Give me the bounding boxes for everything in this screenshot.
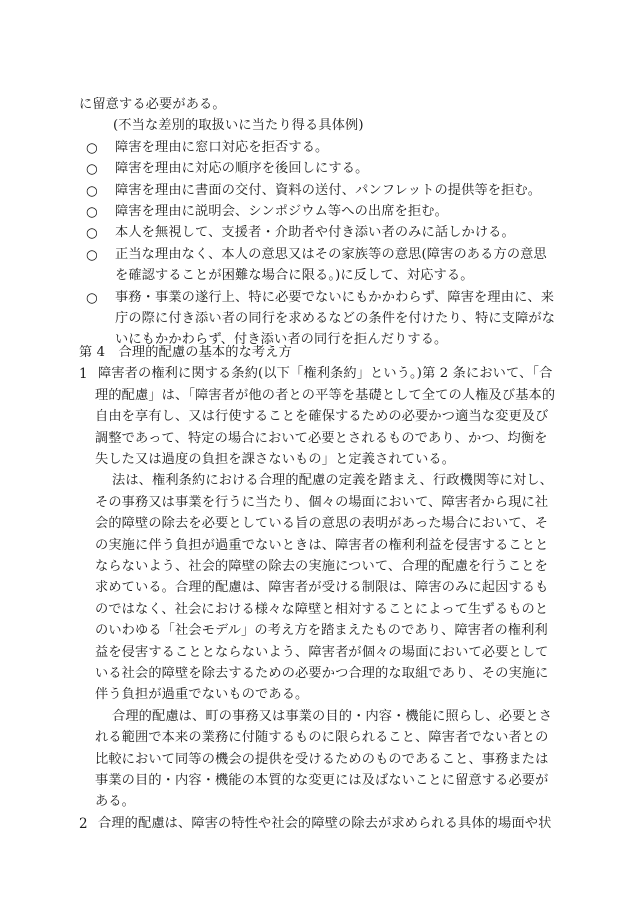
item-1-para-1-line-3: 自由を享有し、又は行使することを確保するための必要かつ適当な変更及び bbox=[95, 409, 549, 425]
item-1-para-1-line-5: 失した又は過度の負担を課さないもの」と定義されている。 bbox=[95, 452, 456, 467]
example-item-7-line-1: 事務・事業の遂行上、特に必要でないにもかかわらず、障害を理由に、来 bbox=[115, 289, 555, 305]
item-number-1: 1 bbox=[79, 366, 88, 383]
item-1-para-2-line-2: その事務又は事業を行うに当たり、個々の場面において、障害者から現に社 bbox=[95, 494, 549, 510]
item-number-2: 2 bbox=[79, 815, 88, 832]
item-1-para-1-line-2: 理的配慮」は、「障害者が他の者との平等を基礎として全ての人権及び基本的 bbox=[95, 387, 556, 403]
item-1-para-3-line-2: れる範囲で本来の業務に付随するものに限られること、障害者でない者との bbox=[95, 730, 549, 746]
item-1-para-2-line-5: ならないよう、社会的障壁の除去の実施について、合理的配慮を行うことを bbox=[95, 559, 548, 574]
item-1-para-3-line-1: 合理的配慮は、町の事務又は事業の目的・内容・機能に照らし、必要とさ bbox=[112, 708, 553, 724]
example-item-7-line-3: いにもかかわらず、付き添い者の同行を拒んだりする。 bbox=[115, 332, 448, 348]
item-1-para-2-line-7: のではなく、社会における様々な障壁と相対することによって生ずるものと bbox=[95, 601, 549, 617]
example-bullet-icon: ○ bbox=[86, 139, 98, 156]
example-item-2: 障害を理由に対応の順序を後回しにする。 bbox=[115, 161, 369, 177]
example-item-7-line-2: 庁の際に付き添い者の同行を求めるなどの条件を付けたり、特に支障がな bbox=[115, 311, 556, 326]
example-item-6-line-1: 正当な理由なく、本人の意思又はその家族等の意思(障害のある方の意思 bbox=[115, 246, 547, 262]
example-bullet-icon: ○ bbox=[86, 289, 98, 306]
section-title: 第 4 合理的配慮の基本的な考え方 bbox=[79, 345, 292, 360]
item-1-para-2-line-8: のいわゆる「社会モデル」の考え方を踏まえたものであり、障害者の権利利 bbox=[95, 623, 548, 639]
example-bullet-icon: ○ bbox=[86, 182, 98, 199]
examples-heading: (不当な差別的取扱いに当たり得る具体例) bbox=[113, 118, 364, 134]
item-1-para-3-line-5: ある。 bbox=[95, 794, 136, 810]
example-bullet-icon: ○ bbox=[86, 225, 98, 242]
item-1-para-3-line-3: 比較において同等の機会の提供を受けるためのものであること、事務または bbox=[95, 751, 549, 767]
example-item-4: 障害を理由に説明会、シンポジウム等への出席を拒む。 bbox=[115, 204, 448, 219]
example-item-1: 障害を理由に窓口対応を拒否する。 bbox=[115, 139, 329, 155]
item-1-para-2-line-1: 法は、権利条約における合理的配慮の定義を踏まえ、行政機関等に対し、 bbox=[112, 473, 553, 489]
item-2-para-1-line-1: 合理的配慮は、障害の特性や社会的障壁の除去が求められる具体的場面や状 bbox=[98, 815, 552, 831]
example-item-6-line-2: を確認することが困難な場合に限る。)に反して、対応する。 bbox=[115, 268, 474, 284]
item-1-para-1-line-1: 障害者の権利に関する条約(以下「権利条約」という。)第 2 条において、「合 bbox=[98, 366, 553, 382]
item-1-para-2-line-6: 求めている。合理的配慮は、障害者が受ける制限は、障害のみに起因するも bbox=[95, 580, 549, 596]
item-1-para-1-line-4: 調整であって、特定の場合において必要とされるものであり、かつ、均衡を bbox=[95, 430, 548, 446]
example-bullet-icon: ○ bbox=[86, 246, 98, 263]
example-bullet-icon: ○ bbox=[86, 161, 98, 178]
example-bullet-icon: ○ bbox=[86, 204, 98, 220]
example-item-5: 本人を無視して、支援者・介助者や付き添い者のみに話しかける。 bbox=[115, 225, 515, 241]
item-1-para-2-line-9: 益を侵害することとならないよう、障害者が個々の場面において必要として bbox=[95, 644, 549, 660]
item-1-para-2-line-10: いる社会的障壁を除去するための必要かつ合理的な取組であり、その実施に bbox=[95, 666, 549, 681]
item-1-para-2-line-11: 伴う負担が過重でないものである。 bbox=[95, 687, 309, 703]
item-1-para-2-line-3: 会的障壁の除去を必要としている旨の意思の表明があった場合において、そ bbox=[95, 516, 549, 532]
item-1-para-3-line-4: 事業の目的・内容・機能の本質的な変更には及ばないことに留意する必要が bbox=[95, 773, 549, 788]
intro-tail-text: に留意する必要がある。 bbox=[79, 97, 226, 112]
item-1-para-2-line-4: の実施に伴う負担が過重でないときは、障害者の権利利益を侵害することと bbox=[95, 537, 549, 553]
example-item-3: 障害を理由に書面の交付、資料の送付、パンフレットの提供等を拒む。 bbox=[115, 182, 542, 198]
